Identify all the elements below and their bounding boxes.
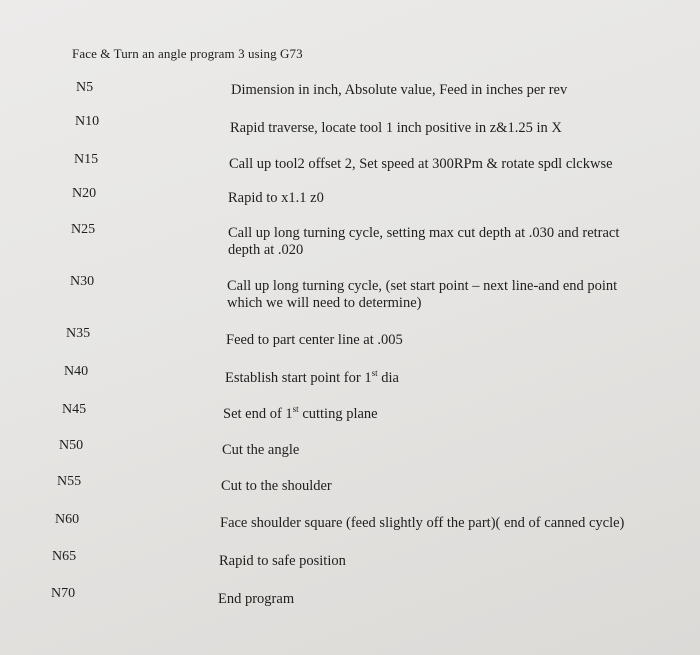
line-desc-n60: Face shoulder square (feed slightly off the part)( end of canned cycle) [220, 515, 625, 531]
line-desc-n45-sup: st [292, 404, 299, 415]
line-code-n20: N20 [72, 186, 97, 201]
line-desc-n40-sup: st [371, 368, 378, 379]
line-code-n30: N30 [70, 274, 95, 289]
line-desc-n45-text: Set end of 1 [223, 406, 293, 422]
line-code-n25: N25 [71, 222, 96, 237]
line-code-n60: N60 [55, 512, 80, 527]
line-code-n35: N35 [66, 326, 91, 341]
line-code-n65: N65 [52, 549, 77, 564]
line-desc-n35: Feed to part center line at .005 [226, 332, 403, 348]
line-desc-n5: Dimension in inch, Absolute value, Feed in inches per rev [231, 82, 568, 98]
line-desc-n65: Rapid to safe position [219, 553, 346, 569]
program-title: Face & Turn an angle program 3 using G73 [72, 46, 303, 61]
line-desc-n40-text: Establish start point for 1 [225, 370, 372, 386]
line-desc-n40 [225, 370, 399, 386]
line-desc-n25: Call up long turning cycle, setting max cut depth at .030 and retract [228, 225, 620, 241]
line-desc-n10: Rapid traverse, locate tool 1 inch positive in z&1.25 in X [230, 120, 562, 136]
line-code-n15: N15 [74, 152, 99, 167]
line-desc-n55: Cut to the shoulder [221, 478, 332, 494]
line-desc-n25-cont: depth at .020 [228, 242, 304, 258]
line-code-n50: N50 [59, 438, 84, 453]
line-code-n45: N45 [62, 402, 87, 417]
line-code-n55: N55 [57, 474, 82, 489]
line-code-n5: N5 [76, 80, 94, 95]
line-desc-n50: Cut the angle [222, 442, 300, 458]
line-desc-n45-end: cutting plane [298, 406, 378, 422]
line-desc-n40-end: dia [377, 370, 399, 386]
line-desc-n30: Call up long turning cycle, (set start point – next line-and end point [227, 278, 618, 294]
line-code-n70: N70 [51, 586, 76, 601]
line-code-n10: N10 [75, 114, 100, 129]
line-desc-n45 [223, 406, 378, 422]
line-desc-n15: Call up tool2 offset 2, Set speed at 300RPm & rotate spdl clckwse [229, 156, 613, 172]
line-desc-n30-cont: which we will need to determine) [227, 295, 422, 311]
line-desc-n70: End program [218, 591, 295, 607]
line-code-n40: N40 [64, 364, 89, 379]
line-desc-n20: Rapid to x1.1 z0 [228, 190, 324, 206]
